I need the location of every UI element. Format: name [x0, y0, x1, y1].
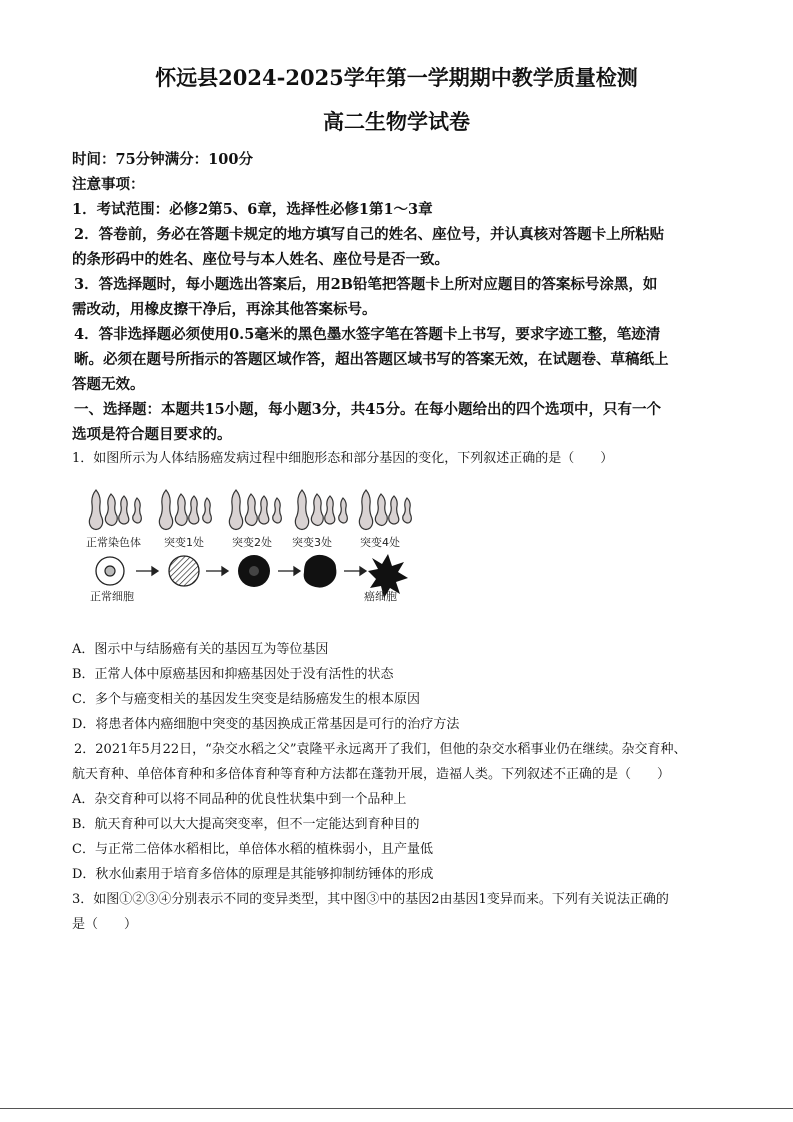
exam-info: 时间：75分钟满分：100分 [72, 151, 253, 168]
section-heading: 一、选择题：本题共15小题，每小题3分，共45分。在每小题给出的四个选项中，只有一个 [74, 401, 661, 418]
cancer-cell-label: 癌细胞 [364, 590, 397, 603]
mutation-2-cell-icon [238, 555, 270, 587]
notice-line: 4．答非选择题必须使用0.5毫米的黑色墨水签字笔在答题卡上书写，要求字迹工整，笔迹清 [74, 326, 661, 343]
stage-label: 突变4处 [360, 536, 400, 549]
chromosome-set-mutation-3 [295, 490, 347, 530]
arrow-icon [278, 567, 300, 575]
chromosome-set-mutation-1 [159, 490, 211, 530]
q2-option-b: B．航天育种可以大大提高突变率，但不一定能达到育种目的 [72, 817, 420, 832]
stage-label: 突变1处 [164, 536, 204, 549]
normal-cell-icon [96, 557, 124, 585]
arrow-icon [206, 567, 228, 575]
exam-title: 怀远县2024-2025学年第一学期期中教学质量检测 [155, 65, 638, 90]
notice-line: 1．考试范围：必修2第5、6章，选择性必修1第1～3章 [72, 201, 433, 218]
arrow-icon [344, 567, 366, 575]
section-heading: 选项是符合题目要求的。 [72, 426, 232, 443]
question-2-stem: 2．2021年5月22日，“杂交水稻之父”袁隆平永远离开了我们，但他的杂交水稻事业仍在继续。杂交育种、 [74, 742, 687, 757]
question-3-stem: 是（ ） [72, 917, 138, 932]
question-1-stem: 1．如图所示为人体结肠癌发病过程中细胞形态和部分基因的变化，下列叙述正确的是（ ） [72, 451, 614, 466]
notice-line: 2．答卷前，务必在答题卡规定的地方填写自己的姓名、座位号，并认真核对答题卡上所粘贴 [74, 226, 665, 243]
notice-line: 需改动，用橡皮擦干净后，再涂其他答案标号。 [72, 301, 377, 318]
q2-option-d: D．秋水仙素用于培育多倍体的原理是其能够抑制纺锤体的形成 [72, 867, 434, 882]
notice-line: 3．答选择题时，每小题选出答案后，用2B铅笔把答题卡上所对应题目的答案标号涂黑，如 [74, 276, 658, 293]
chromosome-set-normal [89, 490, 141, 530]
mutation-1-cell-icon [169, 556, 199, 586]
question-2-stem: 航天育种、单倍体育种和多倍体育种等育种方法都在蓬勃开展，造福人类。下列叙述不正确的是（ ） [72, 767, 671, 782]
q2-option-a: A．杂交育种可以将不同品种的优良性状集中到一个品种上 [72, 792, 407, 807]
notice-heading: 注意事项： [72, 176, 145, 193]
exam-subtitle: 高二生物学试卷 [323, 109, 470, 134]
chromosome-group [89, 490, 411, 530]
mutation-3-cell-icon [304, 555, 337, 588]
page-bottom-divider [0, 1108, 793, 1109]
notice-line: 的条形码中的姓名、座位号与本人姓名、座位号是否一致。 [72, 251, 449, 268]
chromosome-set-mutation-2 [229, 490, 281, 530]
normal-cell-label: 正常细胞 [90, 590, 134, 603]
q1-option-c: C．多个与癌变相关的基因发生突变是结肠癌发生的根本原因 [72, 692, 420, 707]
q1-option-a: A．图示中与结肠癌有关的基因互为等位基因 [72, 642, 329, 657]
question-3-stem: 3．如图①②③④分别表示不同的变异类型，其中图③中的基因2由基因1变异而来。下列有关说法正确的 [72, 892, 669, 907]
chromosome-set-mutation-4 [359, 490, 411, 530]
stage-label: 突变2处 [232, 536, 272, 549]
q1-figure [82, 478, 418, 606]
stage-label: 突变3处 [292, 536, 332, 549]
notice-line: 晰。必须在题号所指示的答题区域作答，超出答题区域书写的答案无效，在试题卷、草稿纸上 [74, 351, 669, 368]
notice-line: 答题无效。 [72, 376, 145, 393]
q1-option-b: B．正常人体中原癌基因和抑癌基因处于没有活性的状态 [72, 667, 394, 682]
q2-option-c: C．与正常二倍体水稻相比，单倍体水稻的植株弱小，且产量低 [72, 842, 433, 857]
arrow-icon [136, 567, 158, 575]
q1-option-d: D．将患者体内癌细胞中突变的基因换成正常基因是可行的治疗方法 [72, 717, 460, 732]
stage-label: 正常染色体 [86, 536, 141, 549]
